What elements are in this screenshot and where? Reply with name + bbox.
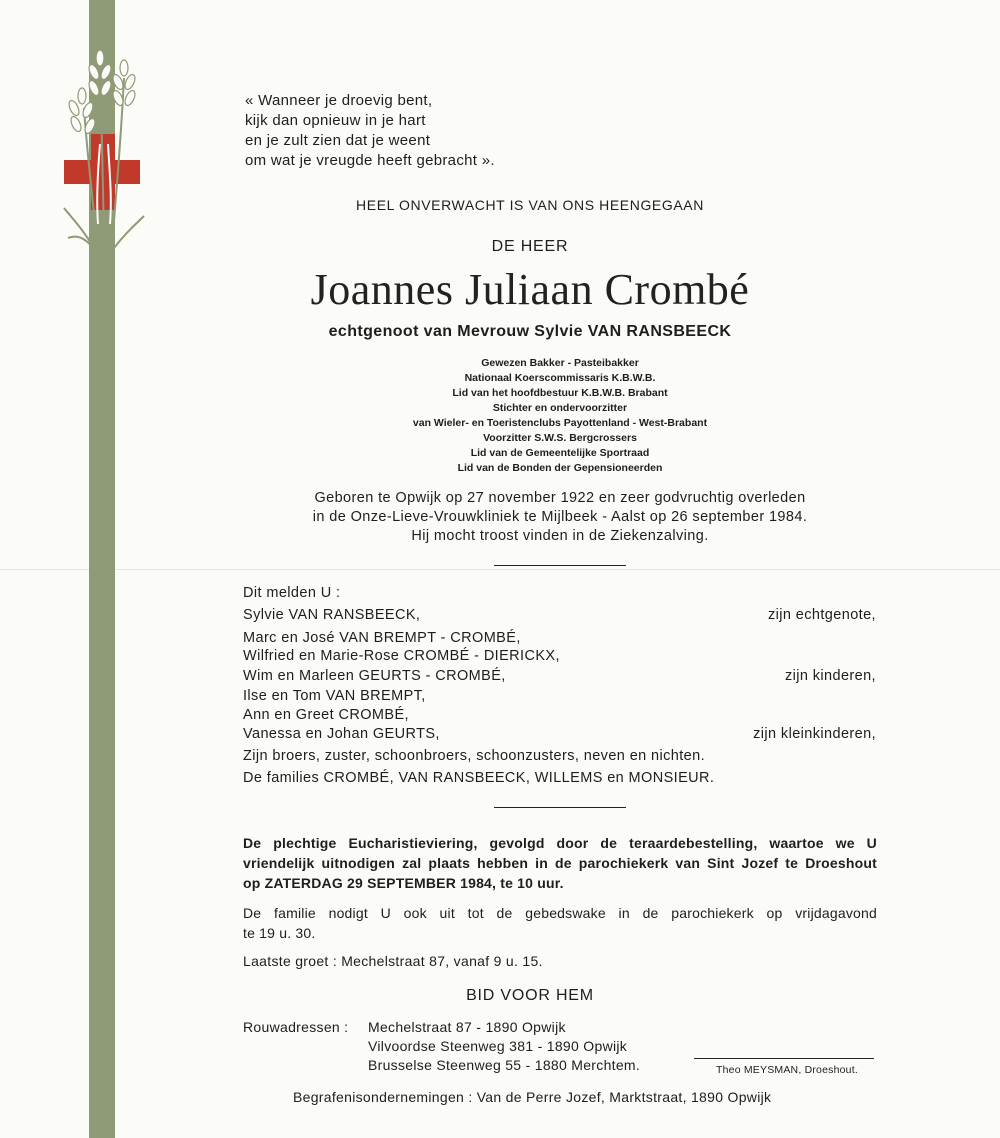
printer-rule	[694, 1058, 874, 1059]
family-line: De families CROMBÉ, VAN RANSBEECK, WILLEMS en MONSIEUR.	[243, 770, 715, 786]
ceremony-line: op ZATERDAG 29 SEPTEMBER 1984, te 10 uur.	[243, 875, 564, 891]
title-line: van Wieler- en Toeristenclubs Payottenland - West-Brabant	[412, 417, 708, 429]
quote-line: kijk dan opnieuw in je hart	[245, 112, 426, 129]
birth-death-text	[255, 489, 865, 546]
quote-line: en je zult zien dat je weent	[245, 132, 431, 149]
title-line: Stichter en ondervoorzitter	[492, 402, 628, 414]
family-line: Zijn broers, zuster, schoonbroers, schoonzusters, neven en nichten.	[243, 748, 706, 764]
title-line: Gewezen Bakker - Pasteibakker	[481, 357, 639, 369]
wake-line: De familie nodigt U ook uit tot de gebedswake in de parochiekerk op vrijdagavond	[243, 905, 877, 921]
prayer-heading: BID VOOR HEM	[466, 987, 594, 1004]
name-prefix: DE HEER	[491, 238, 569, 255]
undertaker-line: Begrafenisondernemingen : Van de Perre Jozef, Marktstraat, 1890 Opwijk	[293, 1089, 772, 1105]
family-line: Ilse en Tom VAN BREMPT,	[243, 688, 426, 704]
title-line: Lid van de Bonden der Gepensioneerden	[457, 462, 663, 474]
divider-rule	[494, 807, 626, 808]
family-line: Ann en Greet CROMBÉ,	[243, 707, 409, 723]
paper-fold-line	[0, 569, 1000, 570]
relation-label: zijn kinderen,	[784, 668, 876, 684]
address-line: Vilvoordse Steenweg 381 - 1890 Opwijk	[368, 1038, 628, 1054]
address-line: Mechelstraat 87 - 1890 Opwijk	[368, 1019, 566, 1035]
family-heading: Dit melden U :	[243, 585, 341, 601]
printer-credit: Theo MEYSMAN, Droeshout.	[716, 1064, 858, 1076]
title-line: Lid van het hoofdbestuur K.B.W.B. Brabant	[452, 387, 668, 399]
relation-label: zijn kleinkinderen,	[753, 726, 876, 742]
title-line: Nationaal Koerscommissaris K.B.W.B.	[464, 372, 656, 384]
opening-quote	[245, 91, 495, 171]
family-line: Sylvie VAN RANSBEECK,	[243, 607, 421, 623]
quote-line: om wat je vreugde heeft gebracht ».	[245, 152, 495, 169]
ceremony-line: vriendelijk uitnodigen zal plaats hebben in de parochiekerk van Sint Jozef te Droeshout	[243, 855, 877, 871]
birth-line: in de Onze-Lieve-Vrouwkliniek te Mijlbeek - Aalst op 26 september 1984.	[312, 509, 808, 525]
titles-list	[310, 356, 810, 476]
wake-text	[243, 903, 877, 943]
address-line: Brusselse Steenweg 55 - 1880 Merchtem.	[368, 1057, 641, 1073]
announcement-intro: HEEL ONVERWACHT IS VAN ONS HEENGEGAAN	[356, 197, 704, 213]
title-line: Voorzitter S.W.S. Bergcrossers	[483, 432, 637, 444]
ceremony-text	[243, 833, 877, 893]
family-line: Wilfried en Marie-Rose CROMBÉ - DIERICKX,	[243, 648, 560, 664]
deceased-name: Joannes Juliaan Crombé	[310, 265, 750, 314]
spouse-line: echtgenoot van Mevrouw Sylvie VAN RANSBEECK	[328, 323, 732, 340]
addresses-label: Rouwadressen :	[243, 1019, 349, 1035]
family-line: Vanessa en Johan GEURTS,	[243, 726, 440, 742]
birth-line: Geboren te Opwijk op 27 november 1922 en zeer godvruchtig overleden	[314, 490, 806, 506]
last-greeting: Laatste groet : Mechelstraat 87, vanaf 9 u. 15.	[243, 953, 543, 969]
family-line: Wim en Marleen GEURTS - CROMBÉ,	[243, 668, 506, 684]
birth-line: Hij mocht troost vinden in de Ziekenzalving.	[411, 528, 709, 544]
family-line: Marc en José VAN BREMPT - CROMBÉ,	[243, 630, 521, 646]
divider-rule	[494, 565, 626, 566]
title-line: Lid van de Gemeentelijke Sportraad	[470, 447, 650, 459]
relation-label: zijn echtgenote,	[768, 607, 876, 623]
wake-line: te 19 u. 30.	[243, 925, 316, 941]
quote-line: « Wanneer je droevig bent,	[245, 92, 433, 109]
ceremony-line: De plechtige Eucharistieviering, gevolgd door de teraardebestelling, waartoe we U	[243, 835, 877, 851]
